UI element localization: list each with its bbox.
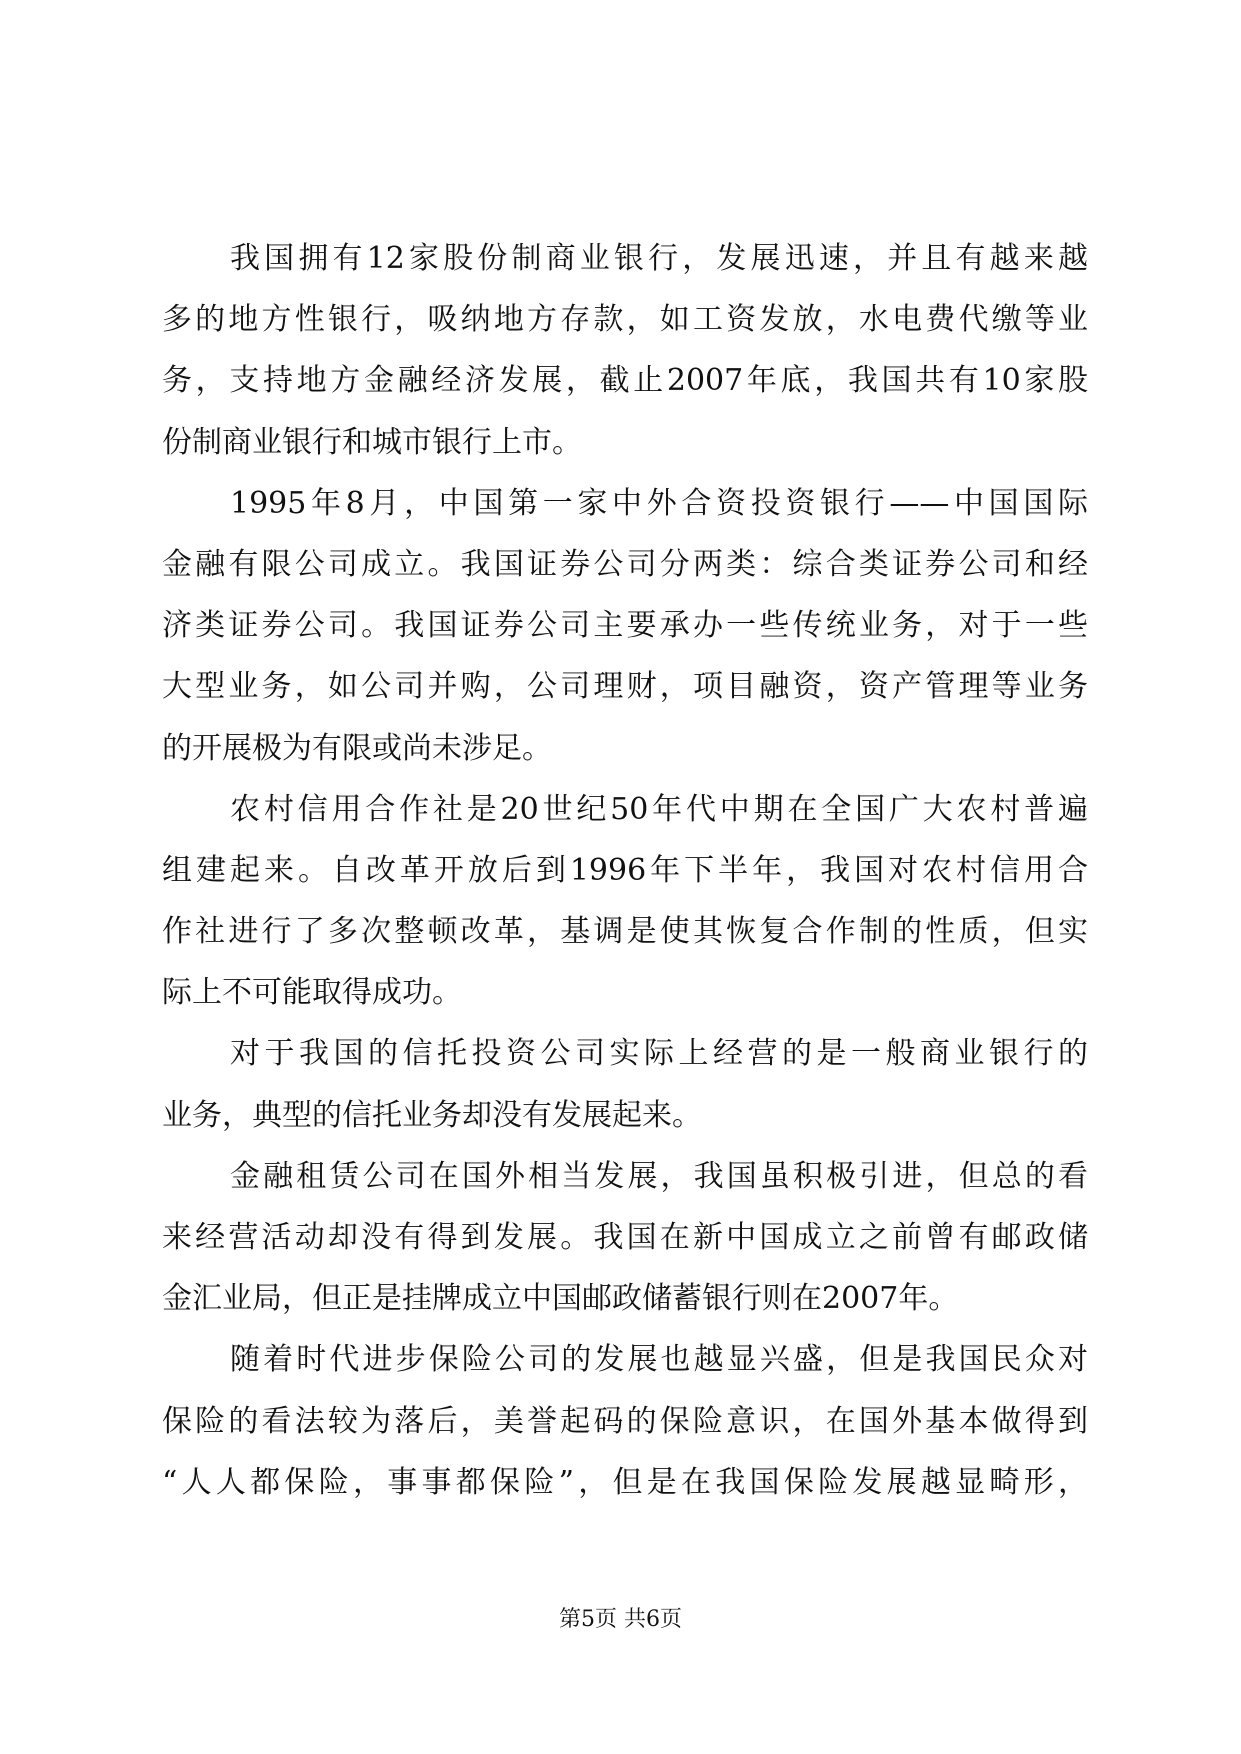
text-line: 务，支持地方金融经济发展，截止2007年底，我国共有10家股 (162, 363, 1088, 399)
text-line: 农村信用合作社是20世纪50年代中期在全国广大农村普遍 (230, 791, 1088, 827)
paragraph (162, 228, 1088, 473)
text-line: 对于我国的信托投资公司实际上经营的是一般商业银行的 (230, 1036, 1088, 1072)
text-line: 随着时代进步保险公司的发展也越显兴盛，但是我国民众对 (230, 1342, 1088, 1378)
text-line: 份制商业银行和城市银行上市。 (162, 424, 582, 460)
text-line: 多的地方性银行，吸纳地方存款，如工资发放，水电费代缴等业 (162, 302, 1088, 338)
text-line: 金融有限公司成立。我国证券公司分两类：综合类证券公司和经 (162, 546, 1088, 582)
text-line: 保险的看法较为落后，美誉起码的保险意识，在国外基本做得到 (162, 1403, 1088, 1439)
text-line: 济类证券公司。我国证券公司主要承办一些传统业务，对于一些 (162, 608, 1088, 644)
text-line: 作社进行了多次整顿改革，基调是使其恢复合作制的性质，但实 (162, 914, 1088, 950)
page-number-label: 第5页 共6页 (559, 1607, 682, 1632)
page-footer (0, 1605, 1241, 1635)
paragraph (162, 1329, 1088, 1513)
paragraph (162, 1023, 1088, 1145)
text-line: “人人都保险，事事都保险”，但是在我国保险发展越显畸形， (162, 1464, 1088, 1500)
text-line: 大型业务，如公司并购，公司理财，项目融资，资产管理等业务 (162, 669, 1088, 705)
text-line: 际上不可能取得成功。 (162, 975, 462, 1011)
text-line: 金融租赁公司在国外相当发展，我国虽积极引进，但总的看 (230, 1158, 1088, 1194)
text-line: 金汇业局，但正是挂牌成立中国邮政储蓄银行则在2007年。 (162, 1281, 959, 1317)
paragraph (162, 779, 1088, 1024)
text-line: 组建起来。自改革开放后到1996年下半年，我国对农村信用合 (162, 852, 1088, 888)
paragraph (162, 1146, 1088, 1330)
text-line: 我国拥有12家股份制商业银行，发展迅速，并且有越来越 (230, 241, 1088, 276)
text-line: 的开展极为有限或尚未涉足。 (162, 730, 552, 766)
text-line: 1995年8月，中国第一家中外合资投资银行——中国国际 (230, 485, 1088, 521)
text-line: 业务，典型的信托业务却没有发展起来。 (162, 1097, 702, 1133)
paragraph (162, 473, 1088, 779)
body-text (162, 228, 1088, 1513)
text-line: 来经营活动却没有得到发展。我国在新中国成立之前曾有邮政储 (162, 1220, 1088, 1255)
